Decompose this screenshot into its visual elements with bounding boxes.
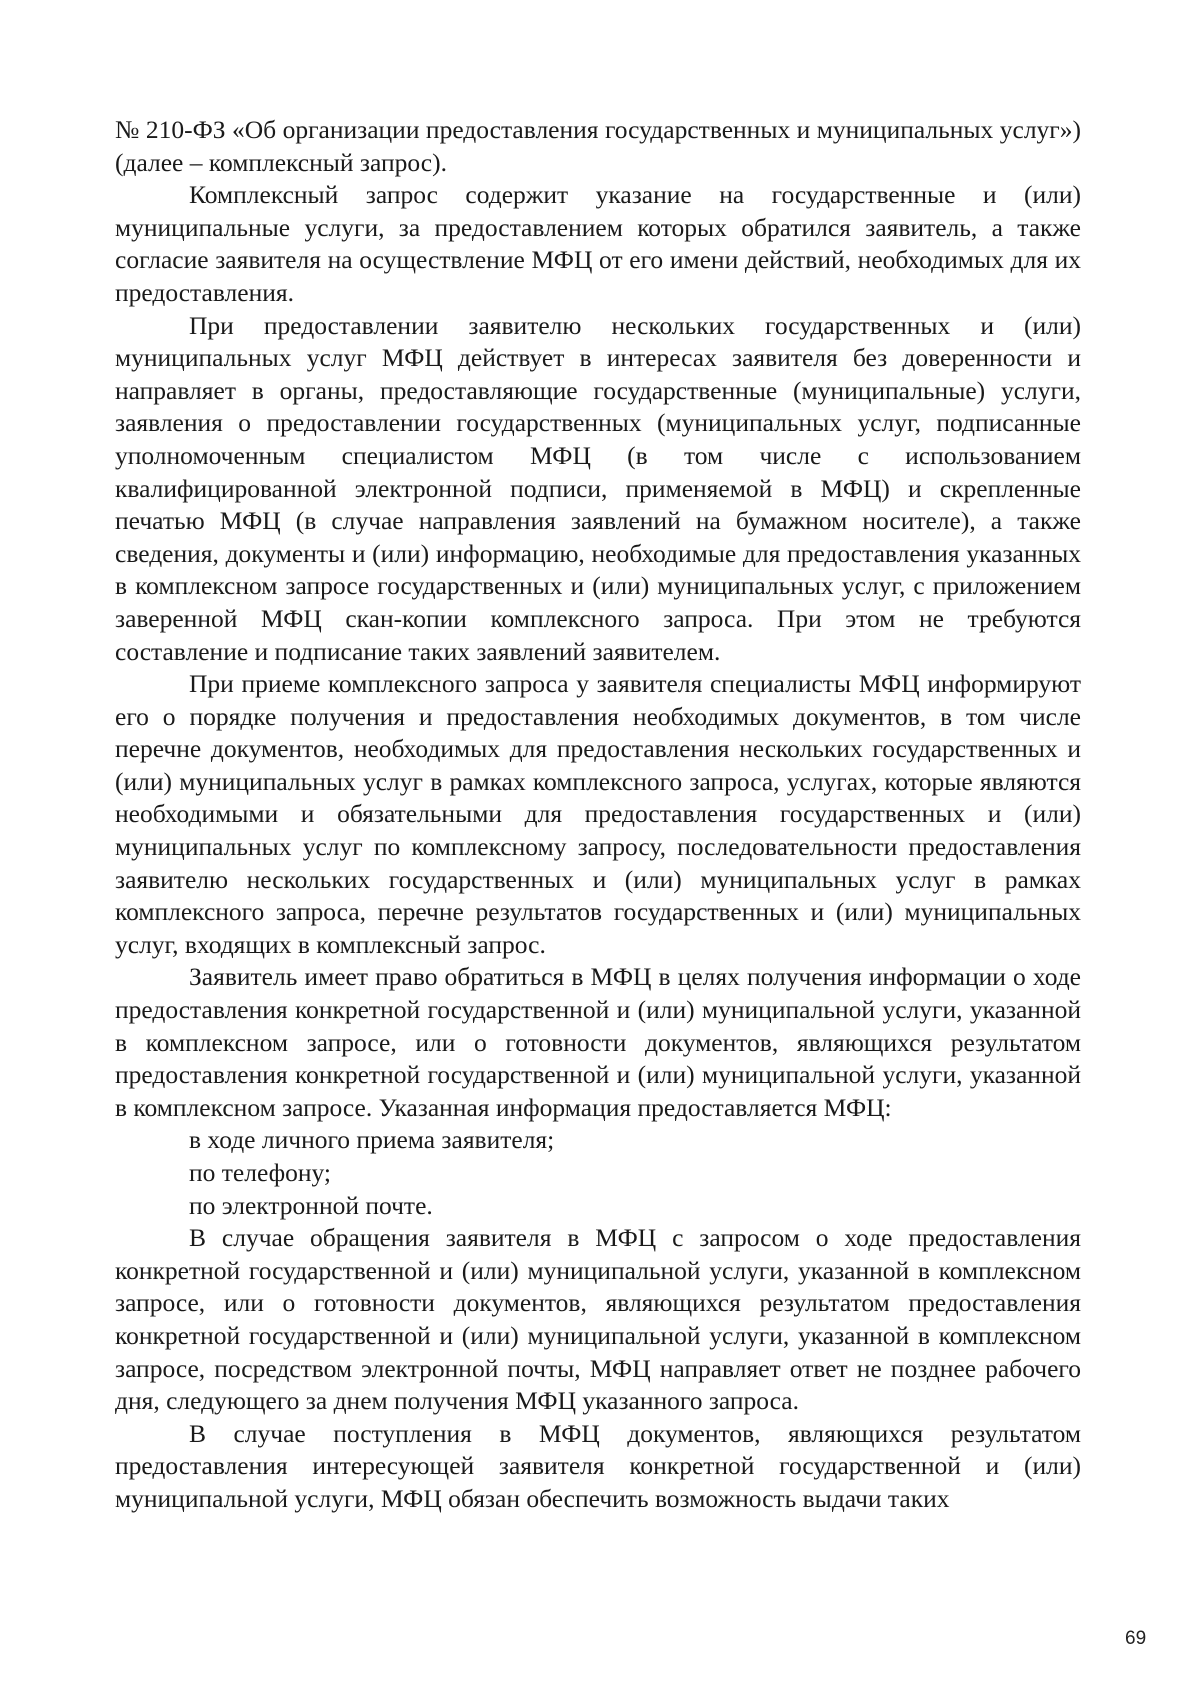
paragraph-6: В случае обращения заявителя в МФЦ с запросом о ходе предоставления конкретной государственной и (или) муниципальной услуги, указанной в комплексном запросе, или о готовности документов, являющихся результатом предоставления конкретной государственной и (или) муниципальной услуги, указанной в комплексном запросе, посредством электронной почты, МФЦ направляет ответ не позднее рабочего дня, следующего за днем получения МФЦ указанного запроса. xyxy=(115,1223,1081,1416)
paragraph-3: При предоставлении заявителю нескольких государственных и (или) муниципальных услуг МФЦ действует в интересах заявителя без доверенности и направляет в органы, предоставляющие государственные (муниципальные) услуги, заявления о предоставлении государственных (муниципальных услуг, подписанные уполномоченным специалистом МФЦ (в том числе с использованием квалифицированной электронной подписи, применяемой в МФЦ) и скрепленные печатью МФЦ (в случае направления заявлений на бумажном носителе), а также сведения, документы и (или) информацию, необходимые для предоставления указанных в комплексном запросе государственных и (или) муниципальных услуг, с приложением заверенной МФЦ скан-копии комплексного запроса. При этом не требуются составление и подписание таких заявлений заявителем. xyxy=(115,310,1081,666)
paragraph-7: В случае поступления в МФЦ документов, являющихся результатом предоставления интересующей заявителя конкретной государственной и (или) муниципальной услуги, МФЦ обязан обеспечить возможность выдачи таких xyxy=(115,1418,1081,1513)
body-text xyxy=(115,114,1081,1516)
list-item-email: по электронной почте. xyxy=(189,1190,433,1220)
paragraph-2: Комплексный запрос содержит указание на государственные и (или) муниципальные услуги, за предоставлением которых обратился заявитель, а также согласие заявителя на осуществление МФЦ от его имени действий, необходимых для их предоставления. xyxy=(115,180,1081,307)
paragraph-4: При приеме комплексного запроса у заявителя специалисты МФЦ информируют его о порядке получения и предоставления необходимых документов, в том числе перечне документов, необходимых для предоставления нескольких государственных и (или) муниципальных услуг в рамках комплексного запроса, услугах, которые являются необходимыми и обязательными для предоставления государственных и (или) муниципальных услуг по комплексному запросу, последовательности предоставления заявителю нескольких государственных и (или) муниципальных услуг в рамках комплексного запроса, перечне результатов государственных и (или) муниципальных услуг, входящих в комплексный запрос. xyxy=(115,669,1081,959)
page-number: 69 xyxy=(1125,1628,1147,1649)
list-item-in-person: в ходе личного приема заявителя; xyxy=(189,1125,555,1155)
paragraph-5: Заявитель имеет право обратиться в МФЦ в целях получения информации о ходе предоставления конкретной государственной и (или) муниципальной услуги, указанной в комплексном запросе, или о готовности документов, являющихся результатом предоставления конкретной государственной и (или) муниципальной услуги, указанной в комплексном запросе. Указанная информация предоставляется МФЦ: xyxy=(115,962,1081,1122)
list-item-phone: по телефону; xyxy=(189,1158,332,1187)
paragraph-1: № 210-ФЗ «Об организации предоставления государственных и муниципальных услуг») (далее – комплексный запрос). xyxy=(115,115,1081,177)
